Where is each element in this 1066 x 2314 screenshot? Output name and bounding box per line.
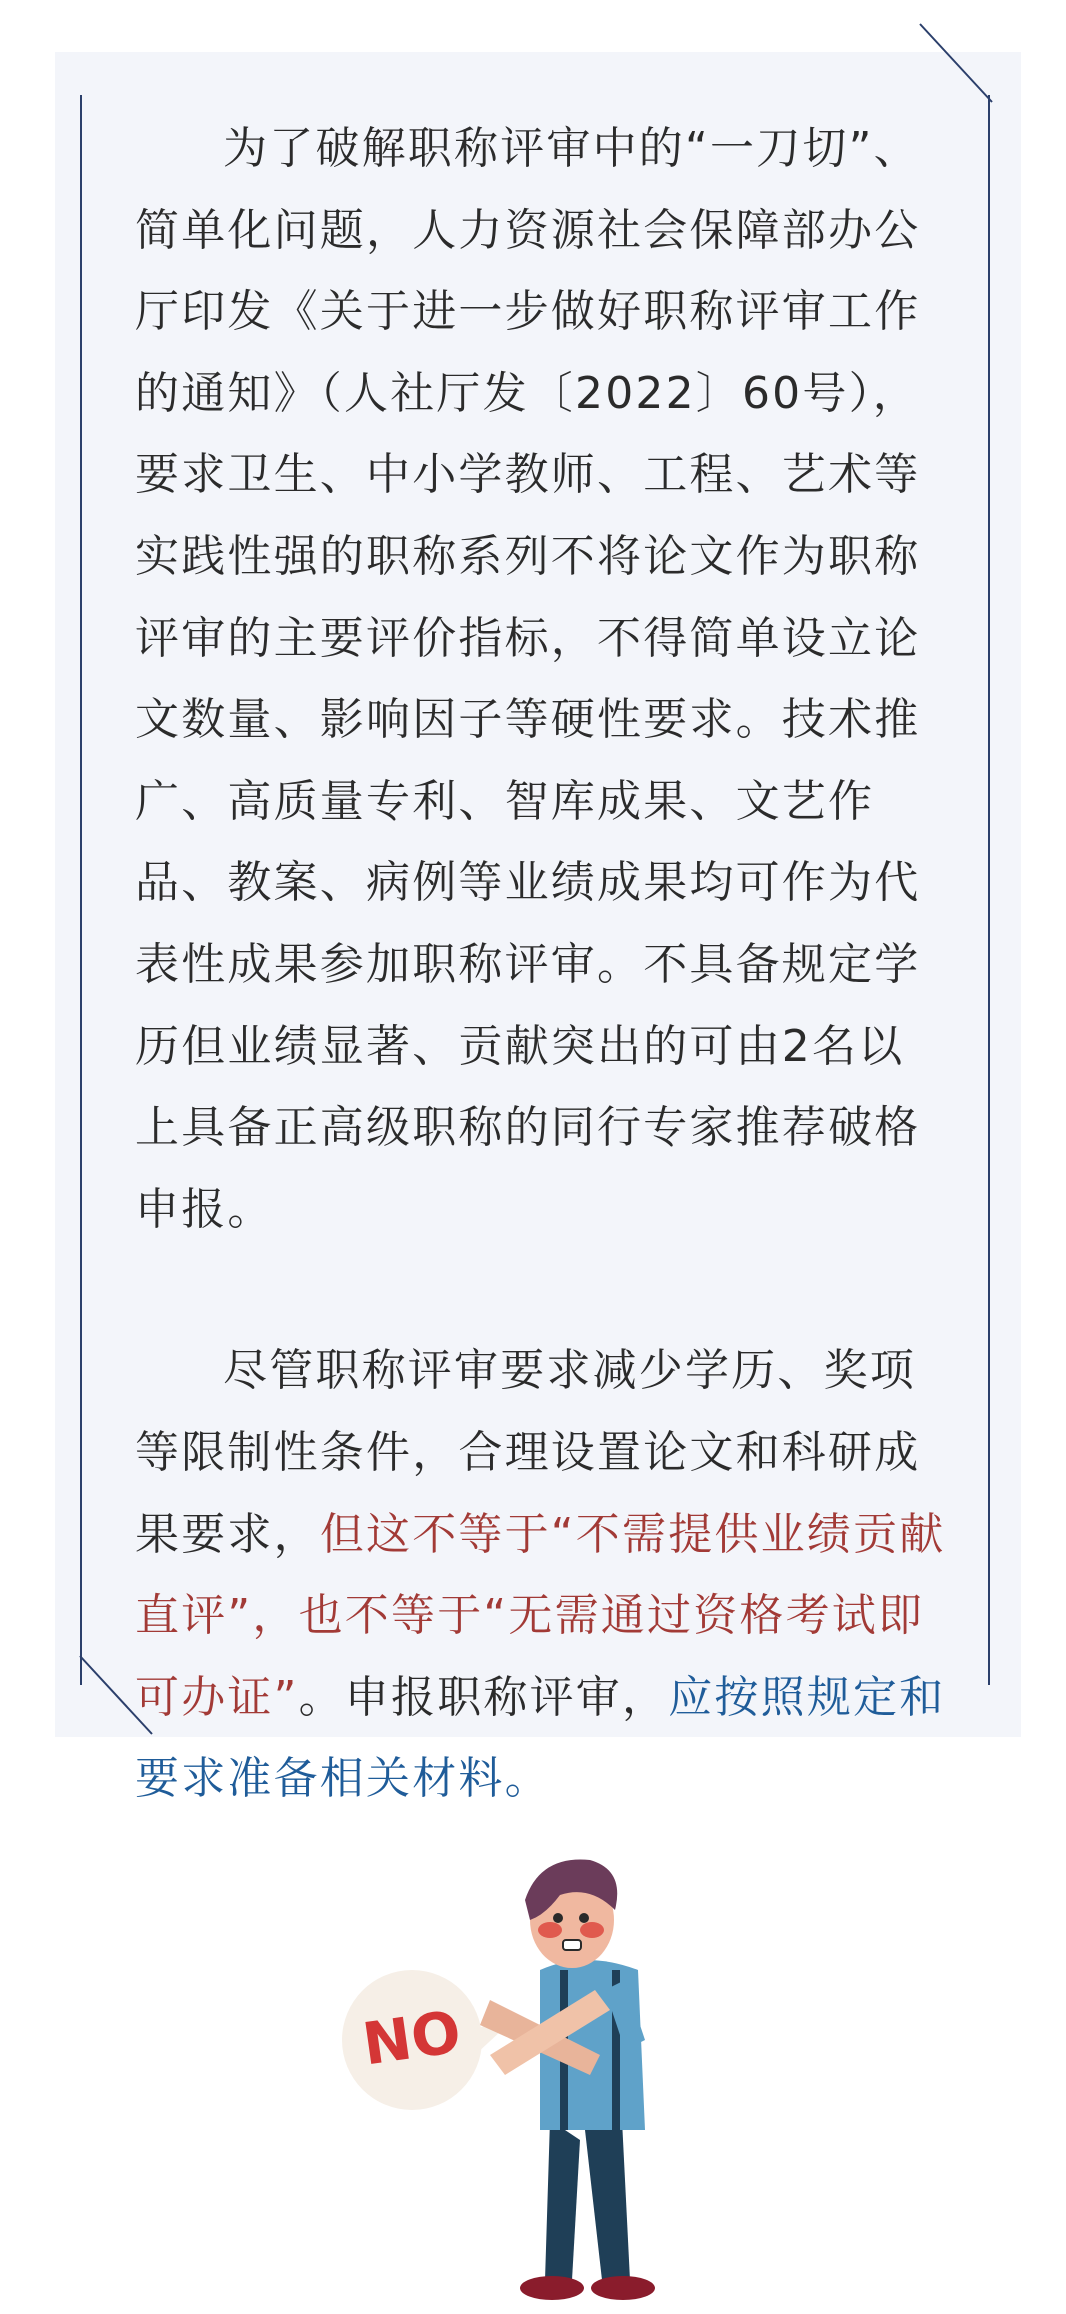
article-body [135, 108, 947, 1820]
highlight-blue-text: 应按照规定和要求准备相关材料。 [135, 1671, 946, 1805]
illustration [340, 1840, 730, 2310]
paragraph-1: 为了破解职称评审中的“一刀切”、简单化问题，人力资源社会保障部办公厅印发《关于进一步做好职称评审工作的通知》（人社厅发〔2022〕60号），要求卫生、中小学教师、工程、艺术等实践性强的职称系列不将论文作为职称评审的主要评价指标，不得简单设立论文数量、影响因子等硬性要求。技术推广、高质量专利、智库成果、文艺作品、教案、病例等业绩成果均可作为代表性成果参加职称评审。不具备规定学历但业绩显著、贡献突出的可由2名以上具备正高级职称的同行专家推荐破格申报。 [135, 123, 921, 1235]
highlight-red-text: 但这不等于“不需提供业绩贡献直评”，也不等于“无需通过资格考试即可办证” [135, 1508, 946, 1723]
paragraph-2-text-b: 。申报职称评审， [298, 1671, 669, 1723]
frame-left-line [80, 95, 82, 1685]
no-sign-text: NO [358, 1997, 465, 2079]
paragraph-2-text-a: 尽管职称评审要求减少学历、奖项等限制性条件，合理设置论文和科研成果要求， [135, 1345, 921, 1560]
paragraph-2 [135, 1330, 947, 1820]
person-crossing-arms-icon [340, 1840, 730, 2310]
frame-right-line [988, 95, 990, 1685]
